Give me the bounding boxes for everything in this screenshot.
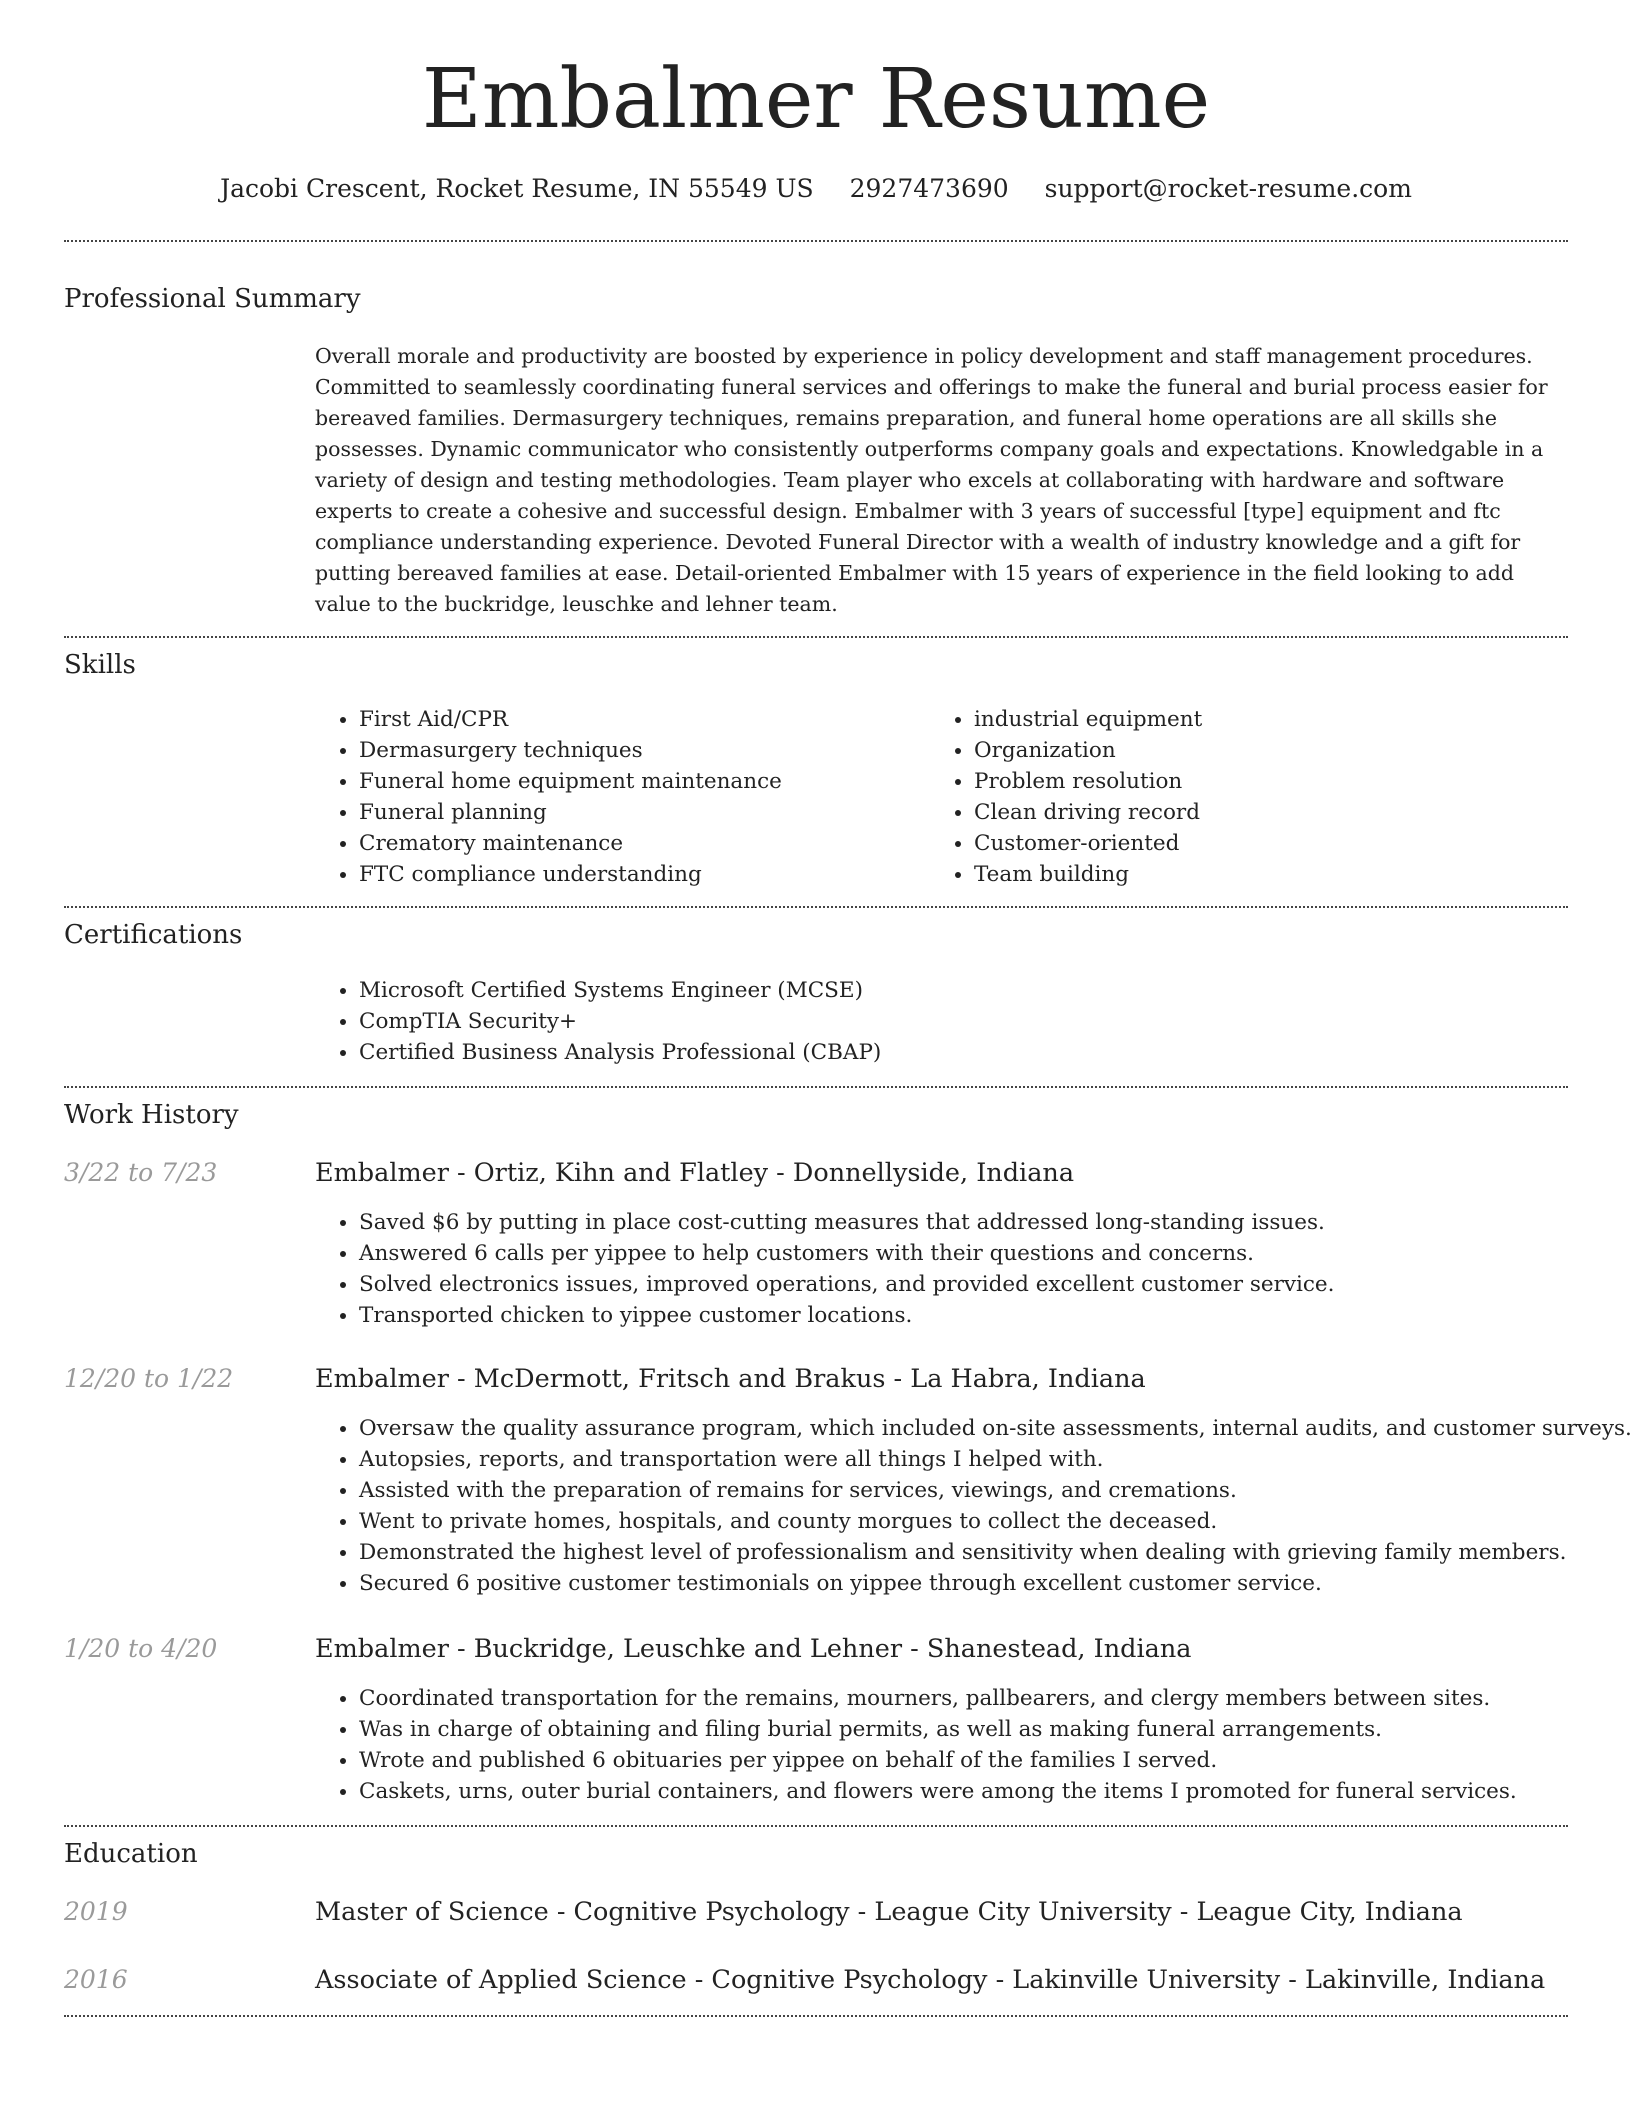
list-item: • CompTIA Security+: [359, 1006, 1559, 1037]
list-item: • Assisted with the preparation of remains for services, viewings, and cremations.: [359, 1475, 1632, 1506]
job-dates: 12/20 to 1/22: [64, 1364, 234, 1393]
contact-email: support@rocket-resume.com: [1044, 174, 1412, 203]
job-duties-list: [315, 1683, 1632, 1807]
contact-phone: 2927473690: [849, 174, 1009, 203]
list-item: • Problem resolution: [974, 766, 1534, 797]
resume-title: Embalmer Resume: [421, 52, 1211, 147]
list-item: • Went to private homes, hospitals, and county morgues to collect the deceased.: [359, 1506, 1632, 1537]
divider: [64, 240, 1568, 242]
list-item: • Answered 6 calls per yippee to help customers with their questions and concerns.: [359, 1238, 1609, 1269]
education-year: 2016: [64, 1965, 128, 1994]
list-item: • Secured 6 positive customer testimonials on yippee through excellent customer service.: [359, 1568, 1632, 1599]
job-duties-list: [315, 1413, 1632, 1599]
job-title: Embalmer - Ortiz, Kihn and Flatley - Donnellyside, Indiana: [315, 1158, 1075, 1188]
job-dates: 1/20 to 4/20: [64, 1634, 218, 1663]
list-item: • FTC compliance understanding: [359, 859, 919, 890]
list-item: • Clean driving record: [974, 797, 1534, 828]
list-item: • Solved electronics issues, improved operations, and provided excellent customer service.: [359, 1269, 1609, 1300]
contact-line: [0, 170, 1632, 208]
job-duties-list: [315, 1207, 1609, 1331]
divider: [64, 906, 1568, 908]
job-dates: 3/22 to 7/23: [64, 1158, 218, 1187]
list-item: • Coordinated transportation for the remains, mourners, pallbearers, and clergy members between sites.: [359, 1683, 1632, 1714]
list-item: • Team building: [974, 859, 1534, 890]
skills-list-left: [315, 704, 919, 890]
list-item: • Transported chicken to yippee customer locations.: [359, 1300, 1609, 1331]
list-item: • Demonstrated the highest level of professionalism and sensitivity when dealing with grieving family members.: [359, 1537, 1632, 1568]
list-item: • Certified Business Analysis Professional (CBAP): [359, 1037, 1559, 1068]
education-title: Associate of Applied Science - Cognitive Psychology - Lakinville University - Lakinville, Indiana: [315, 1965, 1546, 1995]
work-history-heading: Work History: [64, 1100, 239, 1130]
certifications-heading: Certifications: [64, 920, 243, 950]
list-item: • Crematory maintenance: [359, 828, 919, 859]
list-item: • Was in charge of obtaining and filing burial permits, as well as making funeral arrangements.: [359, 1714, 1632, 1745]
summary-heading: Professional Summary: [64, 284, 361, 314]
summary-text: Overall morale and productivity are boosted by experience in policy development and staff management procedures. Committed to seamlessly coordinating funeral services and offerings to make the funeral and burial process easier for bereaved families. Dermasurgery techniques, remains preparation, and funeral home operations are all skills she possesses. Dynamic communicator who consistently outperforms company goals and expectations. Knowledgable in a variety of design and testing methodologies. Team player who excels at collaborating with hardware and software experts to create a cohesive and successful design. Embalmer with 3 years of successful [type] equipment and ftc compliance understanding experience. Devoted Funeral Director with a wealth of industry knowledge and a gift for putting bereaved families at ease. Detail-oriented Embalmer with 15 years of experience in the field looking to add value to the buckridge, leuschke and lehner team.: [315, 344, 1548, 616]
list-item: • Saved $6 by putting in place cost-cutting measures that addressed long-standing issues.: [359, 1207, 1609, 1238]
contact-address: Jacobi Crescent, Rocket Resume, IN 55549 US: [220, 174, 814, 203]
list-item: • Dermasurgery techniques: [359, 735, 919, 766]
list-item: • Funeral home equipment maintenance: [359, 766, 919, 797]
divider: [64, 1825, 1568, 1827]
list-item: • Organization: [974, 735, 1534, 766]
list-item: • Microsoft Certified Systems Engineer (MCSE): [359, 975, 1559, 1006]
education-year: 2019: [64, 1897, 128, 1926]
education-heading: Education: [64, 1839, 198, 1869]
list-item: • Wrote and published 6 obituaries per yippee on behalf of the families I served.: [359, 1745, 1632, 1776]
list-item: • industrial equipment: [974, 704, 1534, 735]
list-item: • Autopsies, reports, and transportation were all things I helped with.: [359, 1444, 1632, 1475]
divider: [64, 2015, 1568, 2017]
list-item: • Oversaw the quality assurance program, which included on-site assessments, internal audits, and customer surveys.: [359, 1413, 1632, 1444]
list-item: • Funeral planning: [359, 797, 919, 828]
skills-list-right: [930, 704, 1534, 890]
list-item: • First Aid/CPR: [359, 704, 919, 735]
job-title: Embalmer - McDermott, Fritsch and Brakus - La Habra, Indiana: [315, 1364, 1146, 1394]
certifications-list: [315, 975, 1559, 1068]
divider: [64, 636, 1568, 638]
job-title: Embalmer - Buckridge, Leuschke and Lehner - Shanestead, Indiana: [315, 1634, 1192, 1664]
education-title: Master of Science - Cognitive Psychology - League City University - League City, Indiana: [315, 1897, 1463, 1927]
divider: [64, 1086, 1568, 1088]
skills-heading: Skills: [64, 650, 136, 680]
list-item: • Caskets, urns, outer burial containers, and flowers were among the items I promoted for funeral services.: [359, 1776, 1632, 1807]
list-item: • Customer-oriented: [974, 828, 1534, 859]
